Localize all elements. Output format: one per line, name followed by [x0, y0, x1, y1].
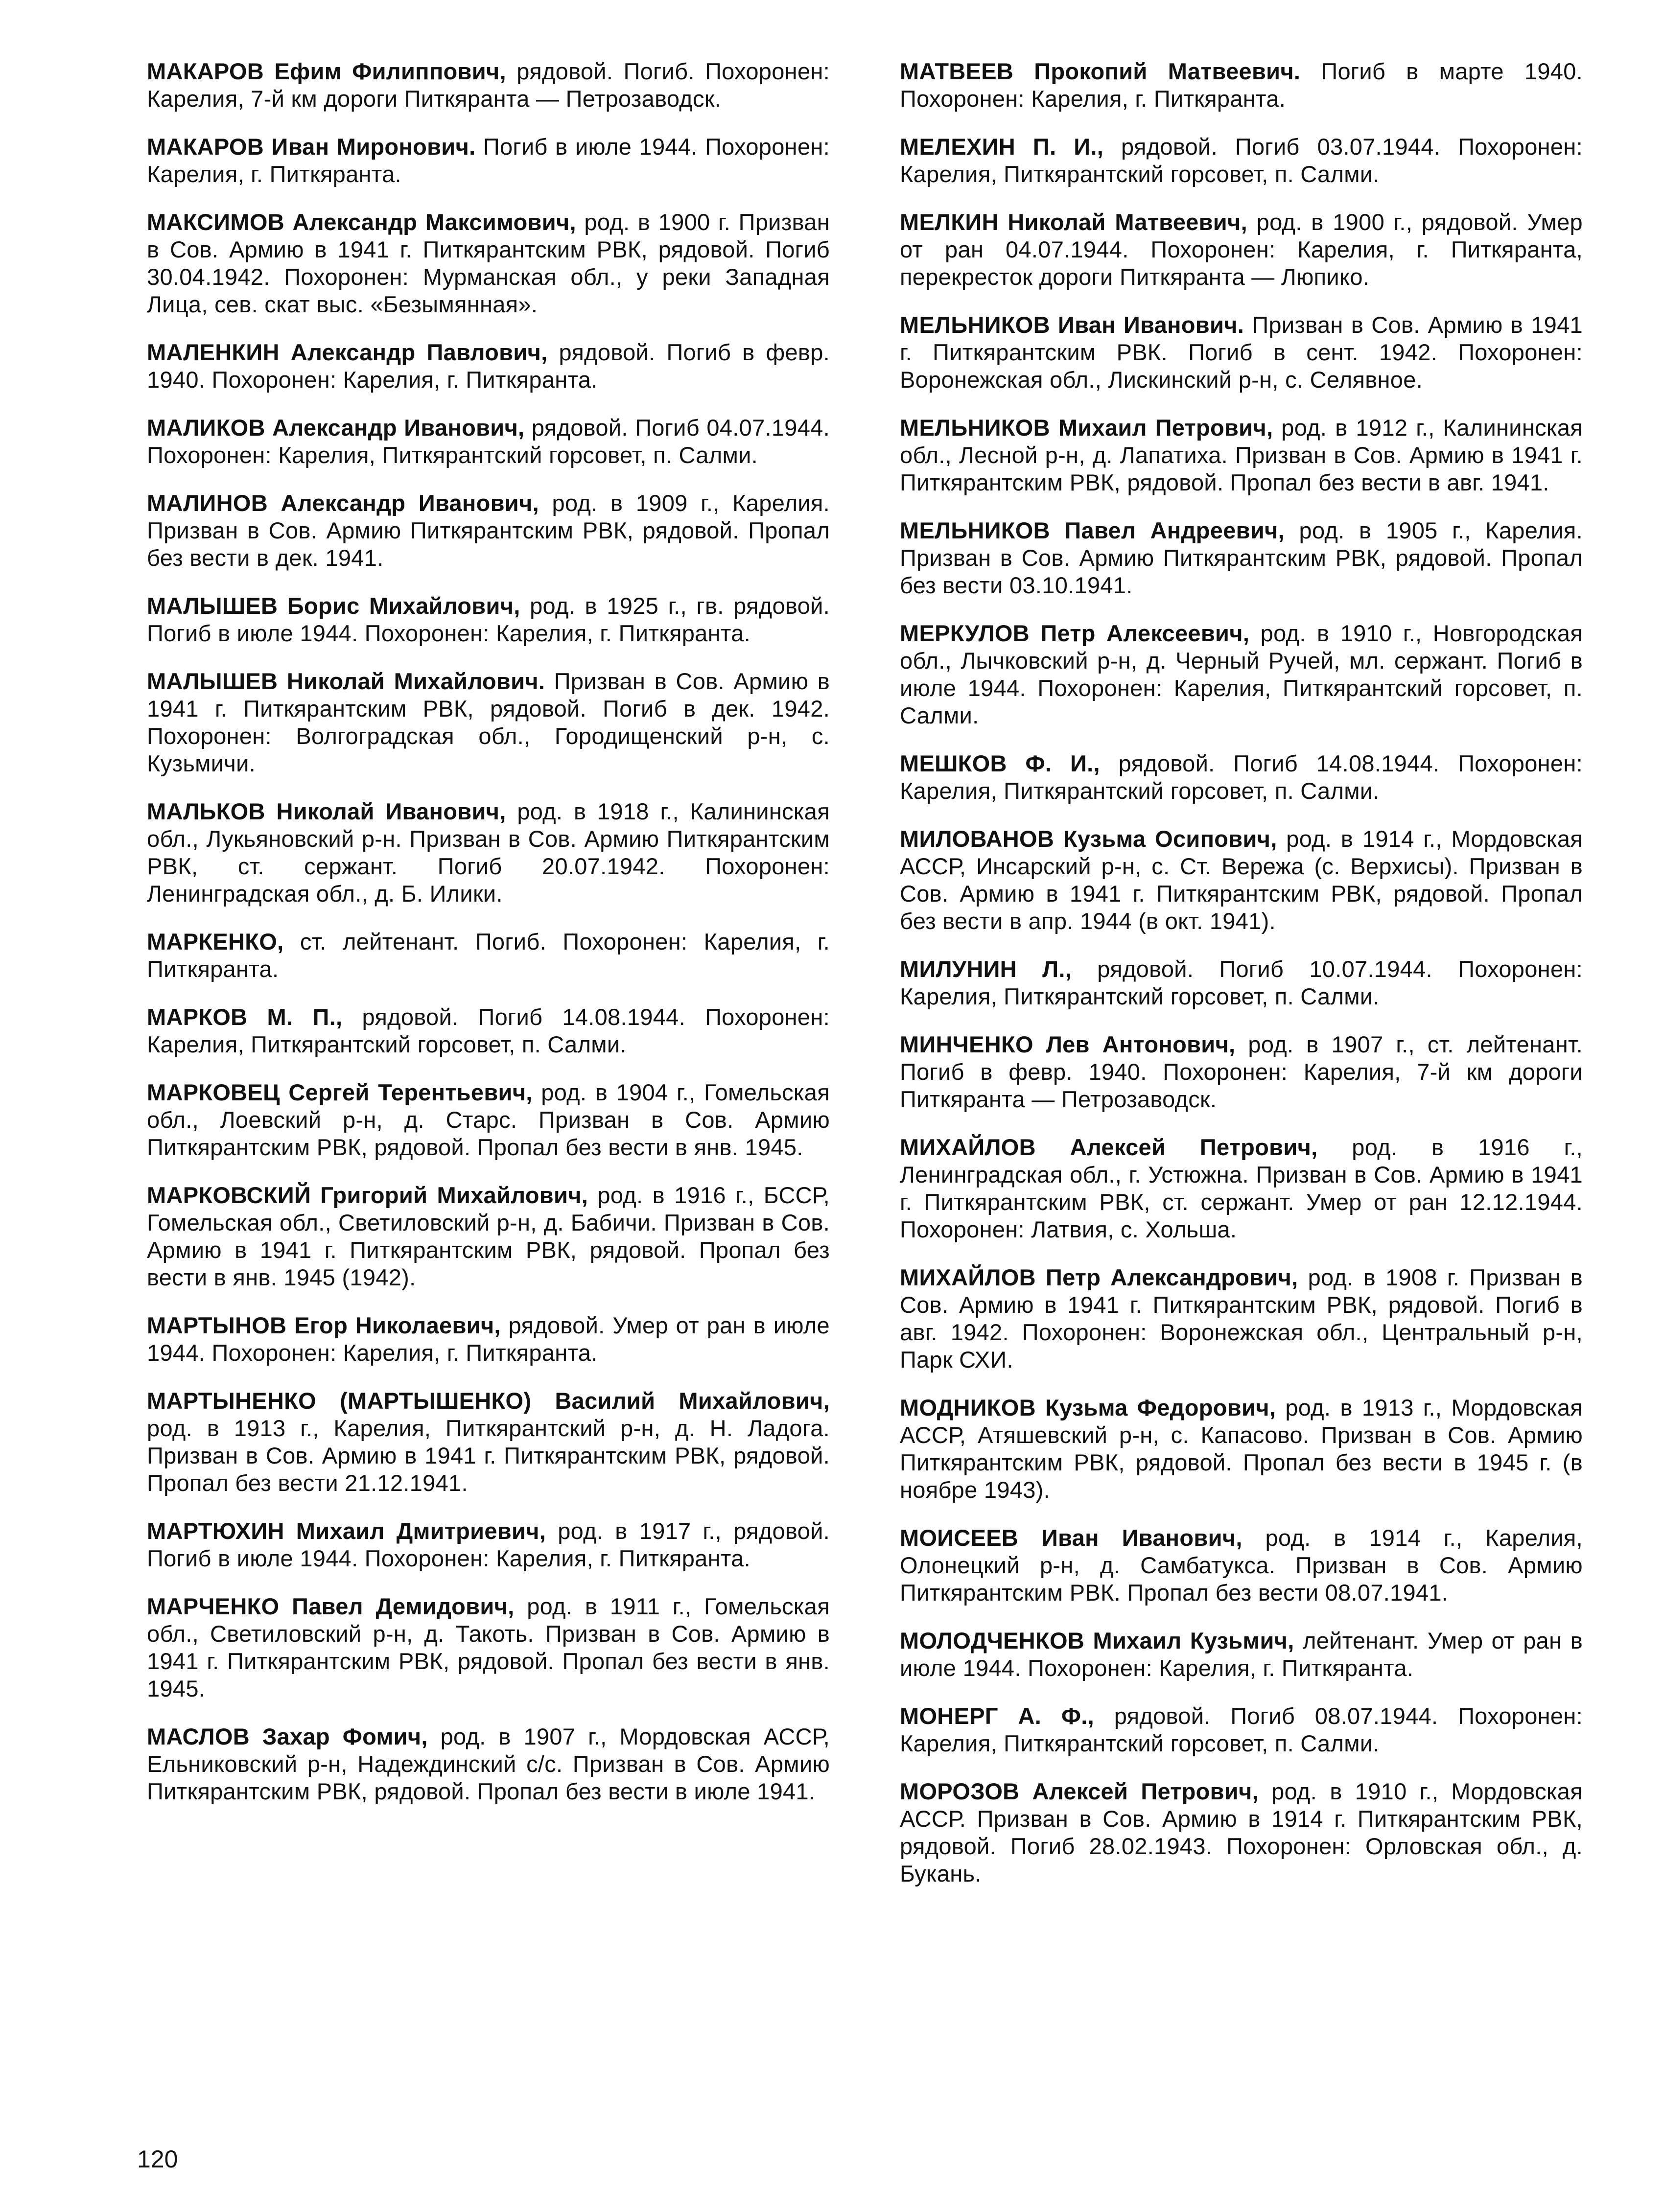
entry-name: МОДНИКОВ Кузьма Федорович,	[900, 1395, 1276, 1420]
right-column	[900, 58, 1583, 1908]
entry-text: род. в 1912 г., Калининская обл., Лесной р-н, д. Лапатиха. Призван в Сов. Армию в 1941 г. Питкярантским РВК, рядовой. Пропал без вести в авг. 1941.	[900, 415, 1583, 495]
entry	[147, 133, 830, 188]
entry	[900, 1627, 1583, 1682]
entry	[147, 1593, 830, 1702]
entry	[147, 798, 830, 908]
entry-text: род. в 1908 г. Призван в Сов. Армию в 1941 г. Питкярантским РВК, рядовой. Погиб в авг. 1942. Похоронен: Воронежская обл., Центральный р-н, Парк СХИ.	[900, 1264, 1583, 1373]
entry	[900, 1778, 1583, 1887]
entry-name: МОЛОДЧЕНКОВ Михаил Кузьмич,	[900, 1628, 1294, 1653]
entry-name: МИЛОВАНОВ Кузьма Осипович,	[900, 826, 1277, 852]
entry-text: род. в 1904 г., Гомельская обл., Лоевский р-н, д. Старс. Призван в Сов. Армию Питкярантским РВК, рядовой. Пропал без вести в янв. 1945.	[147, 1079, 830, 1160]
entry-text: рядовой. Погиб 08.07.1944. Похоронен: Карелия, Питкярантский горсовет, п. Салми.	[900, 1703, 1583, 1756]
entry-text: род. в 1911 г., Гомельская обл., Светиловский р-н, д. Такоть. Призван в Сов. Армию в 1941 г. Питкярантским РВК, рядовой. Пропал без вести в янв. 1945.	[147, 1593, 830, 1701]
entry-name: МАКАРОВ Иван Миронович.	[147, 134, 476, 160]
entry-text: род. в 1905 г., Карелия. Призван в Сов. Армию Питкярантским РВК, рядовой. Пропал без вести 03.10.1941.	[900, 517, 1583, 598]
entry-name: МАРТЫНЕНКО (МАРТЫШЕНКО) Василий Михайлович,	[147, 1388, 830, 1414]
entry-name: МИХАЙЛОВ Петр Александрович,	[900, 1264, 1298, 1290]
entry-name: МОРОЗОВ Алексей Петрович,	[900, 1778, 1259, 1804]
entry	[147, 928, 830, 983]
entry	[147, 1003, 830, 1058]
entry	[147, 1387, 830, 1497]
entry-text: рядовой. Погиб 03.07.1944. Похоронен: Карелия, Питкярантский горсовет, п. Салми.	[900, 134, 1583, 187]
entry	[900, 133, 1583, 188]
entry-text: рядовой. Погиб 10.07.1944. Похоронен: Карелия, Питкярантский горсовет, п. Салми.	[900, 956, 1583, 1009]
left-column	[147, 58, 830, 1826]
entry-name: МАРЧЕНКО Павел Демидович,	[147, 1593, 515, 1619]
entry	[900, 1134, 1583, 1243]
entry-name: МИНЧЕНКО Лев Антонович,	[900, 1031, 1236, 1057]
entry-name: МАРТЮХИН Михаил Дмитриевич,	[147, 1518, 546, 1544]
entry	[900, 825, 1583, 935]
entry-name: МАРТЫНОВ Егор Николаевич,	[147, 1312, 501, 1338]
entry-name: МАТВЕЕВ Прокопий Матвеевич.	[900, 58, 1301, 84]
entry-text: род. в 1914 г., Карелия, Олонецкий р-н, д. Самбатукса. Призван в Сов. Армию Питкярантским РВК. Пропал без вести 08.07.1941.	[900, 1525, 1583, 1606]
entry	[900, 311, 1583, 394]
entry-text: род. в 1900 г., рядовой. Умер от ран 04.07.1944. Похоронен: Карелия, г. Питкяранта, перекресток дороги Питкяранта — Люпико.	[900, 209, 1583, 290]
entry-text: род. в 1914 г., Мордовская АССР, Инсарский р-н, с. Ст. Вережа (с. Верхисы). Призван в Сов. Армию в 1941 г. Питкярантским РВК, рядовой. Пропал без вести в апр. 1944 (в окт. 1941).	[900, 826, 1583, 934]
entry-name: МАКСИМОВ Александр Максимович,	[147, 209, 576, 235]
entry	[147, 1312, 830, 1367]
entry-text: род. в 1910 г., Новгородская обл., Лычковский р-н, д. Черный Ручей, мл. сержант. Погиб в июле 1944. Похоронен: Карелия, Питкярантский горсовет, п. Салми.	[900, 620, 1583, 728]
entry	[900, 58, 1583, 113]
entry	[147, 339, 830, 394]
entry-name: МАРКОВ М. П.,	[147, 1004, 343, 1030]
entry-name: МИХАЙЛОВ Алексей Петрович,	[900, 1134, 1318, 1160]
entry	[900, 1702, 1583, 1757]
entry	[147, 1723, 830, 1805]
entry	[900, 1394, 1583, 1504]
entry	[900, 517, 1583, 599]
entry-text: лейтенант. Умер от ран в июле 1944. Похоронен: Карелия, г. Питкяранта.	[900, 1628, 1583, 1681]
entry-text: род. в 1918 г., Калининская обл., Лукьяновский р-н. Призван в Сов. Армию Питкярантским РВК, ст. сержант. Погиб 20.07.1942. Похоронен: Ленинградская обл., д. Б. Илики.	[147, 798, 830, 907]
entry-name: МИЛУНИН Л.,	[900, 956, 1072, 982]
entry	[900, 620, 1583, 729]
entry-name: МАЛЫШЕВ Борис Михайлович,	[147, 593, 520, 619]
entry	[147, 592, 830, 647]
entry-name: МЕЛЬНИКОВ Иван Иванович.	[900, 312, 1244, 338]
entry	[900, 1524, 1583, 1607]
entry	[900, 1031, 1583, 1113]
entry	[900, 955, 1583, 1010]
entry	[900, 750, 1583, 805]
entry-text: рядовой. Погиб 04.07.1944. Похоронен: Карелия, Питкярантский горсовет, п. Салми.	[147, 415, 830, 468]
entry-name: МЕШКОВ Ф. И.,	[900, 750, 1100, 776]
entry-text: Призван в Сов. Армию в 1941 г. Питкярантским РВК, рядовой. Погиб в дек. 1942. Похоронен: Волгоградская обл., Городищенский р-н, с. Кузьмичи.	[147, 668, 830, 776]
entry-name: МОИСЕЕВ Иван Иванович,	[900, 1525, 1242, 1551]
entry-name: МАЛЬКОВ Николай Иванович,	[147, 798, 506, 824]
entry-name: МАЛЕНКИН Александр Павлович,	[147, 339, 548, 365]
entry-text: род. в 1925 г., гв. рядовой. Погиб в июле 1944. Похоронен: Карелия, г. Питкяранта.	[147, 593, 830, 646]
entry-text: род. в 1909 г., Карелия. Призван в Сов. Армию Питкярантским РВК, рядовой. Пропал без вести в дек. 1941.	[147, 490, 830, 571]
page-number: 120	[137, 2145, 178, 2173]
entry	[147, 1517, 830, 1572]
entry	[147, 668, 830, 777]
entry-name: МАЛИНОВ Александр Иванович,	[147, 490, 539, 516]
entry-text: род. в 1900 г. Призван в Сов. Армию в 1941 г. Питкярантским РВК, рядовой. Погиб 30.04.1942. Похоронен: Мурманская обл., у реки Западная Лица, сев. скат выс. «Безымянная».	[147, 209, 830, 317]
entry-name: МАРКОВСКИЙ Григорий Михайлович,	[147, 1182, 588, 1208]
entry-text: рядовой. Умер от ран в июле 1944. Похоронен: Карелия, г. Питкяранта.	[147, 1312, 830, 1366]
entry-name: МАРКОВЕЦ Сергей Терентьевич,	[147, 1079, 533, 1105]
entry	[900, 209, 1583, 291]
entry-name: МЕЛЬНИКОВ Павел Андреевич,	[900, 517, 1285, 543]
entry-text: Погиб в марте 1940. Похоронен: Карелия, г. Питкяранта.	[900, 58, 1583, 112]
entry-text: рядовой. Погиб в февр. 1940. Похоронен: Карелия, г. Питкяранта.	[147, 339, 830, 393]
entry-text: ст. лейтенант. Погиб. Похоронен: Карелия, г. Питкяранта.	[147, 929, 830, 982]
entry	[147, 1079, 830, 1161]
entry-text: рядовой. Погиб 14.08.1944. Похоронен: Карелия, Питкярантский горсовет, п. Салми.	[900, 750, 1583, 804]
entry-name: МАСЛОВ Захар Фомич,	[147, 1723, 428, 1749]
entry-text: род. в 1913 г., Карелия, Питкярантский р-н, д. Н. Ладога. Призван в Сов. Армию в 1941 г. Питкярантским РВК, рядовой. Пропал без вести 21.12.1941.	[147, 1415, 830, 1496]
entry-text: род. в 1916 г., БССР, Гомельская обл., Светиловский р-н, д. Бабичи. Призван в Сов. Армию в 1941 г. Питкярантским РВК, рядовой. Пропал без вести в янв. 1945 (1942).	[147, 1182, 830, 1290]
entry-text: род. в 1910 г., Мордовская АССР. Призван в Сов. Армию в 1914 г. Питкярантским РВК, рядовой. Погиб 28.02.1943. Похоронен: Орловская обл., д. Букань.	[900, 1778, 1583, 1886]
entry-text: род. в 1913 г., Мордовская АССР, Атяшевский р-н, с. Капасово. Призван в Сов. Армию Питкярантским РВК, рядовой. Пропал без вести в 1945 г. (в ноябре 1943).	[900, 1395, 1583, 1503]
entry-text: род. в 1917 г., рядовой. Погиб в июле 1944. Похоронен: Карелия, г. Питкяранта.	[147, 1518, 830, 1571]
entry	[147, 414, 830, 469]
entry-text: рядовой. Погиб 14.08.1944. Похоронен: Карелия, Питкярантский горсовет, п. Салми.	[147, 1004, 830, 1057]
entry-name: МЕРКУЛОВ Петр Алексеевич,	[900, 620, 1250, 646]
entry-name: МЕЛЕХИН П. И.,	[900, 134, 1104, 160]
entry-text: род. в 1907 г., ст. лейтенант. Погиб в февр. 1940. Похоронен: Карелия, 7-й км дороги Питкяранта — Петрозаводск.	[900, 1031, 1583, 1112]
entry-name: МОНЕРГ А. Ф.,	[900, 1703, 1094, 1729]
entry-text: род. в 1916 г., Ленинградская обл., г. Устюжна. Призван в Сов. Армию в 1941 г. Питкярантским РВК, ст. сержант. Умер от ран 12.12.1944. Похоронен: Латвия, с. Хольша.	[900, 1134, 1583, 1242]
entry	[147, 58, 830, 113]
entry-name: МАЛИКОВ Александр Иванович,	[147, 415, 525, 441]
entry-text: рядовой. Погиб. Похоронен: Карелия, 7-й км дороги Питкяранта — Петрозаводск.	[147, 58, 830, 112]
entry	[900, 414, 1583, 496]
entry	[147, 1182, 830, 1291]
entry	[900, 1264, 1583, 1374]
entry-name: МЕЛЬНИКОВ Михаил Петрович,	[900, 415, 1273, 441]
entry-name: МАРКЕНКО,	[147, 929, 284, 955]
entry-text: Призван в Сов. Армию в 1941 г. Питкярантским РВК. Погиб в сент. 1942. Похоронен: Воронежская обл., Лискинский р-н, с. Селявное.	[900, 312, 1583, 393]
entry-name: МАКАРОВ Ефим Филиппович,	[147, 58, 506, 84]
entry-name: МАЛЫШЕВ Николай Михайлович.	[147, 668, 545, 694]
entry-name: МЕЛКИН Николай Матвеевич,	[900, 209, 1247, 235]
entry-text: Погиб в июле 1944. Похоронен: Карелия, г. Питкяранта.	[147, 134, 830, 187]
entry	[147, 489, 830, 572]
entry-text: род. в 1907 г., Мордовская АССР, Ельниковский р-н, Надеждинский с/с. Призван в Сов. Армию Питкярантским РВК, рядовой. Пропал без вести в июле 1941.	[147, 1723, 830, 1804]
entry	[147, 209, 830, 318]
